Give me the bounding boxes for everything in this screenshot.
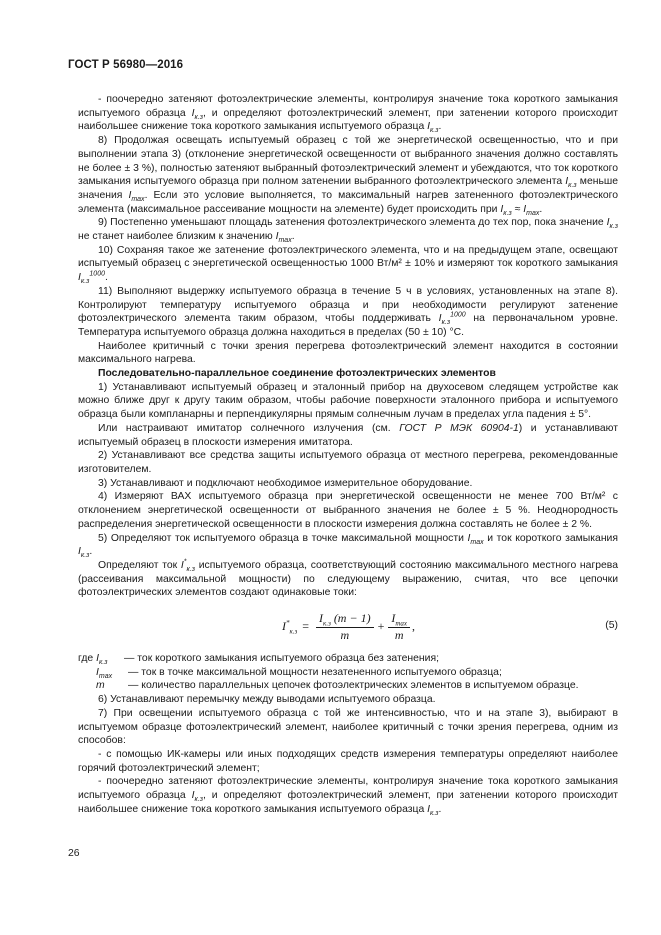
- page-number: 26: [68, 848, 80, 859]
- paragraph-step-6: 6) Устанавливают перемычку между выводами испытуемого образца.: [98, 694, 436, 706]
- formula-5: $I^*_{к.з}$ = $\frac{I_{к.з} (m - 1)}{m}$ + $\frac{I_{max}}{m}$ , (5): [282, 610, 618, 642]
- paragraph-critical-cell: Наиболее критичный с точки зрения перегрева фотоэлектрический элемент находится в состоянии максимального нагрева.: [78, 340, 618, 366]
- symbol-definitions: [78, 652, 618, 693]
- definition-m: m — количество параллельных цепочек фотоэлектрических элементов в испытуемом образце.: [96, 680, 579, 692]
- paragraph-step-8: 8) Продолжая освещать испытуемый образец с той же энергетической освещенностью, что и при выполнении этапа 3) (отклонение энергетической освещенности от выбранного значения должно составлять не более ± 3 %), полностью затеняют выбранный фотоэлектрический элемент и убеждаются, что ток короткого замыкания испытуемого образца при полном затенении выбранного фотоэлектрического элемента $I_{к.з}$ меньше значения $I_{max}$. Если это условие выполняется, то максимальный нагрев затененного фотоэлектрического элемента (максимальное рассеивание мощности на элементе) будет происходить при $I_{к.з} \approx I_{max}$.: [78, 135, 618, 217]
- definition-imax: $I_{max}$ — ток в точке максимальной мощности незатененного испытуемого образца;: [96, 666, 502, 680]
- section-heading: Последовательно-параллельное соединение фотоэлектрических элементов: [98, 368, 496, 380]
- paragraph-step-4: 4) Измеряют ВАХ испытуемого образца при энергетической освещенности не менее 700 Вт/м² с отклонением энергетической освещенности от выбранного значения не более ± 5 %. Неоднородность распределения энергетической освещенности в плоскости измерения должна составлять не более ± 2 %.: [78, 491, 618, 530]
- paragraph-step-11: 11) Выполняют выдержку испытуемого образца в течение 5 ч в условиях, установленных на этапе 8). Контролируют температуру испытуемого образца и при необходимости регулируют затенение фотоэлектрического элемента таким образом, чтобы поддерживать $I_{к.з}^{1000}$ на первоначальном уровне. Температура испытуемого образца должна находиться в пределах (50 ± 10) °С.: [78, 285, 618, 338]
- paragraph-step-10: 10) Сохраняя такое же затенение фотоэлектрического элемента, что и на предыдущем этапе, освещают испытуемый образец с энергетической освещенностью 1000 Вт/м² ± 10% и измеряют ток короткого замыкания $I_{к.з}^{1000}$.: [78, 244, 618, 286]
- paragraph-step-5: 5) Определяют ток испытуемого образца в точке максимальной мощности $I_{max}$ и ток короткого замыкания $I_{к.з}$.: [78, 532, 618, 560]
- paragraph-determine-current: Определяют ток $I^*_{к.з}$ испытуемого образца, соответствующий состоянию максимального местного нагрева (рассеивания максимальной мощности) по следующему выражению, считая, что все цепочки фотоэлектрических элементов создают одинаковые токи:: [78, 558, 618, 599]
- paragraph-simulator: Или настраивают имитатор солнечного излучения (см. ГОСТ Р МЭК 60904-1) и устанавливают испытуемый образец в плоскости измерения имитатора.: [78, 422, 618, 448]
- document-code: ГОСТ Р 56980—2016: [68, 59, 184, 71]
- paragraph-step-3: 3) Устанавливают и подключают необходимое измерительное оборудование.: [98, 477, 473, 489]
- paragraph-ir-camera: - с помощью ИК-камеры или иных подходящих средств измерения температуры определяют наиболее горячий фотоэлектрический элемент;: [78, 748, 618, 774]
- paragraph-shading-method: - поочередно затеняют фотоэлектрические элементы, контролируя значение тока короткого замыкания испытуемого образца $I_{к.з}$, и определяют фотоэлектрический элемент, при затенении которого происходит наибольшее снижение тока короткого замыкания испытуемого образца $I_{к.з}$.: [78, 776, 619, 817]
- paragraph-step-9: 9) Постепенно уменьшают площадь затенения фотоэлектрического элемента до тех пор, пока значение $I_{к.з}$ не станет наиболее близким к значению $I_{max}$.: [78, 217, 618, 245]
- paragraph-step-1: 1) Устанавливают испытуемый образец и эталонный прибор на двухосевом следящем устройстве как можно ближе друг к другу таким образом, чтобы рабочие поверхности эталонного прибора и испытуемого образца были компланарны и перпендикулярны прямым солнечным лучам в пределах угла падения ± 5°.: [78, 381, 618, 421]
- symbol-isc: $I_{к.з}$: [191, 107, 203, 121]
- definition-isc: где $I_{к.з}$ — ток короткого замыкания испытуемого образца без затенения;: [78, 653, 439, 667]
- paragraph-step-7: 7) При освещении испытуемого образца с той же интенсивностью, что и на этапе 3), выбирают в испытуемом образце фотоэлектрический элемент, наиболее критичный с точки зрения перегрева, одним из способов:: [78, 707, 618, 747]
- fraction-2: $\frac{I_{max}}{m}$: [388, 612, 410, 642]
- paragraph-shading-step: - поочередно затеняют фотоэлектрические элементы, контролируя значение тока короткого замыкания испытуемого образца $I_{к.з}$, и определяют фотоэлектрический элемент, при затенении которого происходит наибольшее снижение тока короткого замыкания испытуемого образца $I_{к.з}$.: [78, 94, 619, 135]
- fraction-1: $\frac{I_{к.з} (m - 1)}{m}$: [316, 612, 374, 642]
- paragraph-step-2: 2) Устанавливают все средства защиты испытуемого образца от местного перегрева, рекомендованные изготовителем.: [78, 450, 618, 475]
- page-body: [78, 93, 618, 816]
- formula-number: (5): [605, 620, 618, 632]
- standard-reference: ГОСТ Р МЭК 60904-1: [399, 422, 519, 434]
